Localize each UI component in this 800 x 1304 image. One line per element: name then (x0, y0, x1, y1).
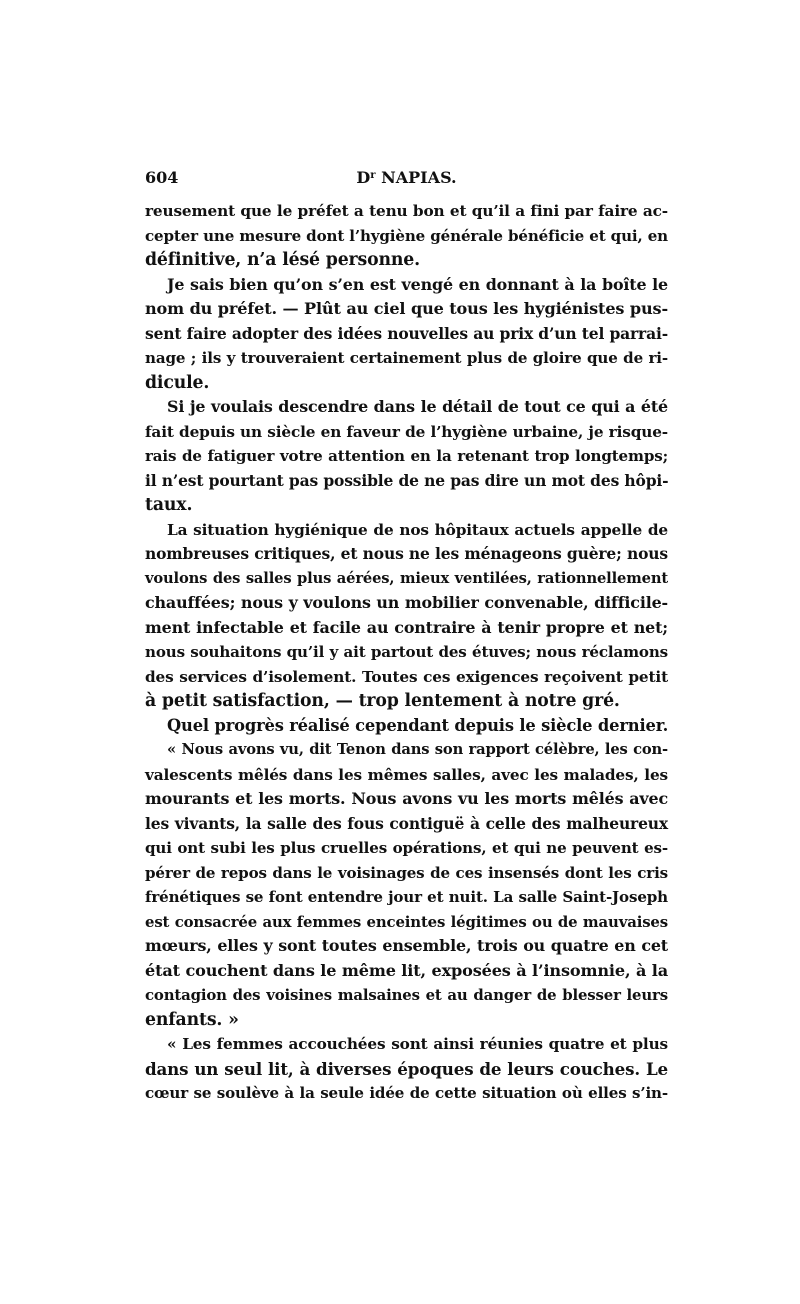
text-line: mœurs, elles y sont toutes ensemble, trois ou quatre en cet (145, 936, 668, 955)
text-line: Quel progrès réalisé cependant depuis le siècle dernier. (167, 715, 669, 735)
text-line: Si je voulais descendre dans le détail de tout ce qui a été (167, 397, 668, 416)
text-line: cœur se soulève à la seule idée de cette situation où elles s’in- (145, 1084, 668, 1102)
text-line: La situation hygiénique de nos hôpitaux actuels appelle de (167, 520, 668, 539)
text-line: Je sais bien qu’on s’en est vengé en donnant à la boîte le (167, 274, 668, 294)
text-line: des services d’isolement. Toutes ces exigences reçoivent petit (145, 667, 668, 686)
text-line: reusement que le préfet a tenu bon et qu’il a fini par faire ac- (145, 202, 668, 220)
text-line: à petit satisfaction, — trop lentement à notre gré. (145, 691, 620, 711)
text-line: ment infectable et facile au contraire à tenir propre et net; (145, 617, 668, 637)
text-line: voulons des salles plus aérées, mieux ventilées, rationnellement (145, 569, 668, 587)
text-line: il n’est pourtant pas possible de ne pas dire un mot des hôpi- (145, 470, 669, 490)
text-line: valescents mêlés dans les mêmes salles, avec les malades, les (145, 765, 668, 784)
text-line: mourants et les morts. Nous avons vu les morts mêlés avec (145, 789, 668, 808)
text-line: nage ; ils y trouveraient certainement plus de gloire que de ri- (145, 349, 668, 367)
running-title-name: NAPIAS. (375, 168, 457, 187)
running-title (145, 168, 668, 187)
text-line: nombreuses critiques, et nous ne les ménageons guère; nous (145, 544, 668, 563)
text-line: dans un seul lit, à diverses époques de leurs couches. Le (145, 1058, 668, 1079)
page-number: 604 (145, 168, 179, 187)
text-line: pérer de repos dans le voisinages de ces insensés dont les cris (145, 863, 668, 882)
running-title-prefix: D (356, 168, 371, 187)
text-line: sent faire adopter des idées nouvelles au prix d’un tel parrai- (145, 323, 668, 343)
text-line: « Les femmes accouchées sont ainsi réunies quatre et plus (167, 1035, 668, 1053)
text-line: chauffées; nous y voulons un mobilier convenable, difficile- (145, 593, 668, 612)
text-line: dicule. (145, 372, 210, 393)
text-line: enfants. » (145, 1009, 239, 1030)
text-line: qui ont subi les plus cruelles opérations, et qui ne peuvent es- (145, 839, 668, 857)
text-line: état couchent dans le même lit, exposées à l’insomnie, à la (145, 960, 668, 980)
text-line: « Nous avons vu, dit Tenon dans son rapport célèbre, les con- (167, 741, 668, 758)
text-line: est consacrée aux femmes enceintes légitimes ou de mauvaises (145, 912, 668, 931)
text-line: taux. (145, 495, 193, 515)
text-line: cepter une mesure dont l’hygiène générale bénéficie et qui, en (145, 226, 668, 245)
body-text (145, 199, 668, 1106)
text-line: frénétiques se font entendre jour et nuit. La salle Saint-Joseph (145, 888, 668, 906)
text-line: fait depuis un siècle en faveur de l’hygiène urbaine, je risque- (145, 422, 668, 441)
running-head (145, 168, 668, 190)
running-title-superscript: r (370, 170, 376, 181)
text-line: rais de fatiguer votre attention en la retenant trop longtemps; (145, 447, 668, 465)
text-line: nom du préfet. — Plût au ciel que tous les hygiénistes pus- (145, 299, 668, 318)
text-line: nous souhaitons qu’il y ait partout des étuves; nous réclamons (145, 643, 668, 661)
text-line: les vivants, la salle des fous contiguë à celle des malheureux (145, 813, 668, 833)
text-line: définitive, n’a lésé personne. (145, 250, 420, 270)
text-line: contagion des voisines malsaines et au danger de blesser leurs (145, 986, 668, 1004)
